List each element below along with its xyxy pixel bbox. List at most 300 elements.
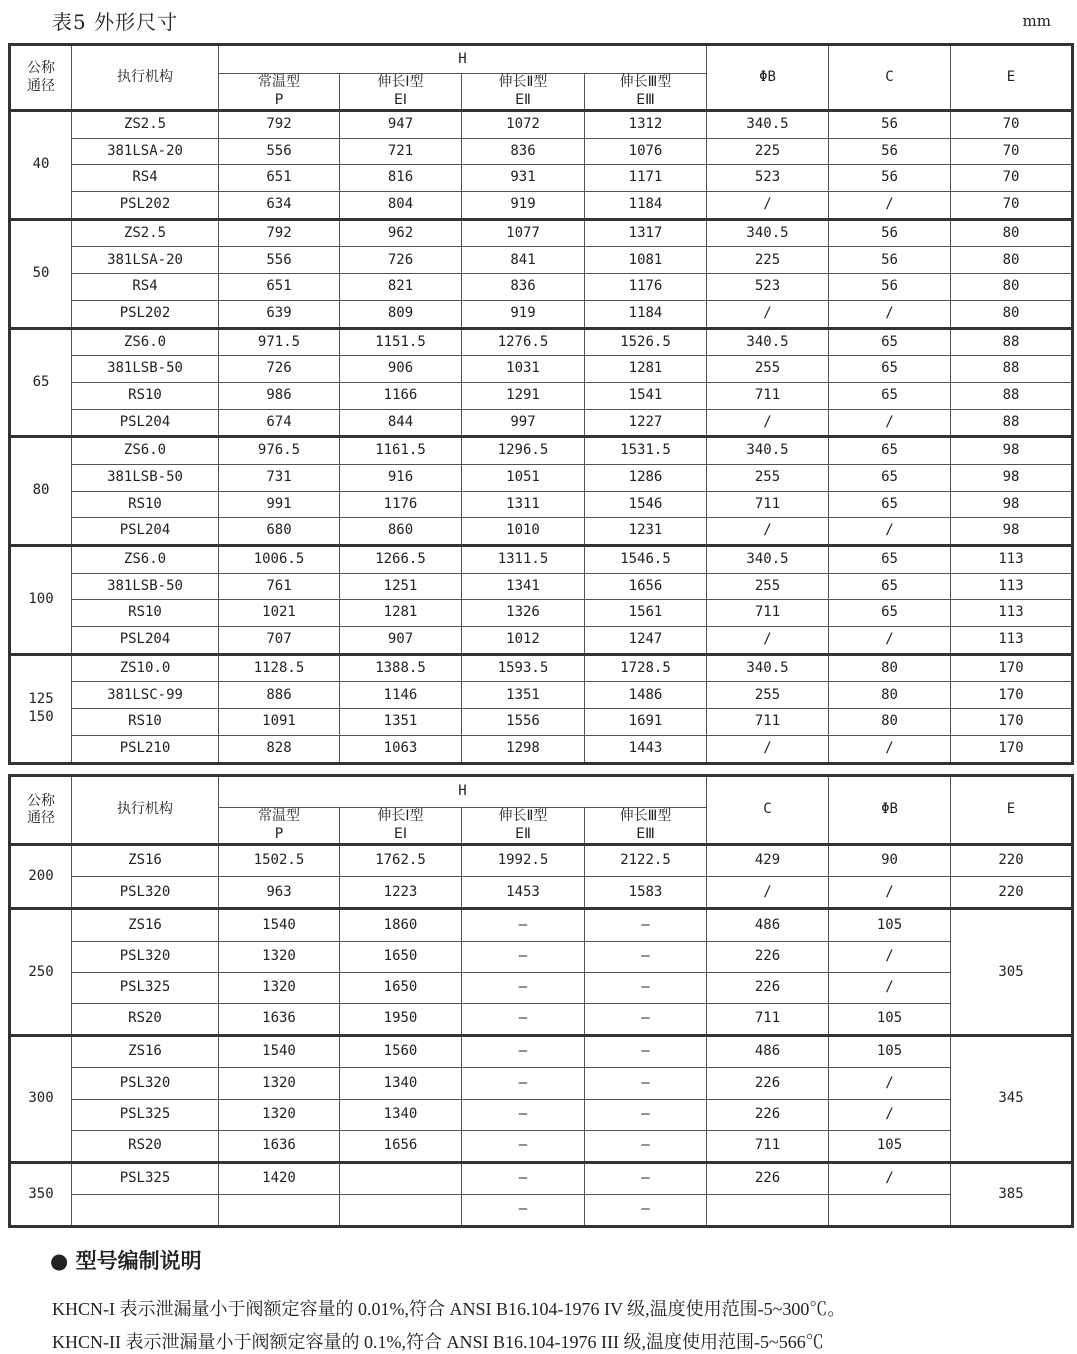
dimensions-table-2 bbox=[8, 774, 1074, 1228]
nominal-diameter-cell: 65 bbox=[10, 328, 72, 437]
table-cell: 98 bbox=[951, 464, 1073, 491]
table-cell: 1072 bbox=[462, 111, 585, 139]
table-cell: 255 bbox=[707, 464, 829, 491]
table-row bbox=[10, 1195, 1073, 1227]
table-cell: 429 bbox=[707, 845, 829, 877]
table-row bbox=[10, 654, 1073, 682]
table-cell: 1351 bbox=[340, 709, 462, 736]
table-cell: ZS16 bbox=[72, 845, 219, 877]
table-row bbox=[10, 735, 1073, 763]
table-cell: 226 bbox=[707, 1162, 829, 1194]
header-nominal-diameter: 公称通径 bbox=[10, 776, 72, 845]
table-cell: 381LSB-50 bbox=[72, 573, 219, 600]
table-cell: 1546 bbox=[585, 491, 707, 518]
table-cell: 1166 bbox=[340, 382, 462, 409]
table-cell: — bbox=[585, 1003, 707, 1035]
table-caption: 表5 外形尺寸 bbox=[52, 10, 179, 34]
table-cell: — bbox=[462, 1162, 585, 1194]
table-cell: 1006.5 bbox=[219, 546, 340, 574]
table-cell: 255 bbox=[707, 356, 829, 383]
table-row bbox=[10, 138, 1073, 165]
table-cell: 1012 bbox=[462, 627, 585, 655]
table-cell: 113 bbox=[951, 627, 1073, 655]
table-cell: 721 bbox=[340, 138, 462, 165]
nominal-diameter-cell: 350 bbox=[10, 1162, 72, 1226]
nominal-diameter-cell: 80 bbox=[10, 437, 72, 546]
header-h-ext2 bbox=[462, 74, 585, 111]
table-row bbox=[10, 1130, 1073, 1162]
table-cell: 1266.5 bbox=[340, 546, 462, 574]
table-cell: 1276.5 bbox=[462, 328, 585, 356]
table-cell: 1227 bbox=[585, 409, 707, 437]
table-cell: PSL204 bbox=[72, 518, 219, 546]
table-cell: — bbox=[462, 1195, 585, 1227]
table-cell: 65 bbox=[829, 546, 951, 574]
table-cell: 731 bbox=[219, 464, 340, 491]
table-cell: 711 bbox=[707, 709, 829, 736]
header-actuator: 执行机构 bbox=[72, 776, 219, 845]
table-cell: 70 bbox=[951, 111, 1073, 139]
table-cell: RS20 bbox=[72, 1130, 219, 1162]
table-cell bbox=[72, 1195, 219, 1227]
table-cell: — bbox=[462, 909, 585, 941]
header-h-ext1 bbox=[340, 808, 462, 845]
table-cell: / bbox=[829, 877, 951, 909]
table-cell: 836 bbox=[462, 138, 585, 165]
table-row bbox=[10, 845, 1073, 877]
table-cell: 56 bbox=[829, 111, 951, 139]
table-row bbox=[10, 219, 1073, 247]
table-cell: 860 bbox=[340, 518, 462, 546]
table-cell: 1650 bbox=[340, 941, 462, 972]
table-cell: / bbox=[707, 518, 829, 546]
table-row bbox=[10, 382, 1073, 409]
table-cell: 1656 bbox=[585, 573, 707, 600]
table-row bbox=[10, 709, 1073, 736]
header-h-ext1-label: 伸长Ⅰ型 bbox=[377, 808, 424, 824]
table-cell: ZS6.0 bbox=[72, 328, 219, 356]
table-cell: 1291 bbox=[462, 382, 585, 409]
header-h-ext2-label: 伸长Ⅱ型 bbox=[498, 74, 548, 90]
table-cell: 1546.5 bbox=[585, 546, 707, 574]
table-cell: RS20 bbox=[72, 1003, 219, 1035]
table-cell: 255 bbox=[707, 682, 829, 709]
table-row bbox=[10, 192, 1073, 220]
table-cell: 1077 bbox=[462, 219, 585, 247]
table-cell: RS4 bbox=[72, 165, 219, 192]
table-cell: 80 bbox=[829, 654, 951, 682]
table-cell: 1340 bbox=[340, 1099, 462, 1130]
table-cell: 1128.5 bbox=[219, 654, 340, 682]
table-cell: 98 bbox=[951, 437, 1073, 465]
table-cell: — bbox=[585, 1099, 707, 1130]
table-cell: 711 bbox=[707, 1003, 829, 1035]
table-cell: PSL320 bbox=[72, 941, 219, 972]
table-cell: 1317 bbox=[585, 219, 707, 247]
table-cell: 1420 bbox=[219, 1162, 340, 1194]
e-value-cell: 345 bbox=[951, 1036, 1073, 1163]
table-cell: 1298 bbox=[462, 735, 585, 763]
table-cell: 821 bbox=[340, 274, 462, 301]
table-cell: 80 bbox=[951, 274, 1073, 301]
table-cell: — bbox=[585, 941, 707, 972]
header-actuator: 执行机构 bbox=[72, 45, 219, 111]
table-cell: 1171 bbox=[585, 165, 707, 192]
table-row bbox=[10, 909, 1073, 941]
table-cell: PSL325 bbox=[72, 972, 219, 1003]
table-cell: 88 bbox=[951, 409, 1073, 437]
table-cell: / bbox=[707, 300, 829, 328]
table-cell: 523 bbox=[707, 165, 829, 192]
table-cell: 1010 bbox=[462, 518, 585, 546]
header-h-normal-label: 常温型 bbox=[258, 74, 300, 90]
table-cell: 1583 bbox=[585, 877, 707, 909]
table-row bbox=[10, 1003, 1073, 1035]
section-title: ● 型号编制说明 bbox=[50, 1249, 202, 1273]
header-h-ext2 bbox=[462, 808, 585, 845]
table-cell: 1486 bbox=[585, 682, 707, 709]
header-h-ext1-code: EⅠ bbox=[394, 91, 407, 108]
nominal-diameter-cell: 40 bbox=[10, 111, 72, 220]
table-cell: 711 bbox=[707, 382, 829, 409]
table-cell: 1281 bbox=[585, 356, 707, 383]
table-row bbox=[10, 627, 1073, 655]
header-h-normal-label: 常温型 bbox=[258, 808, 300, 824]
table-cell: 976.5 bbox=[219, 437, 340, 465]
table-cell: RS10 bbox=[72, 709, 219, 736]
table-cell: 1526.5 bbox=[585, 328, 707, 356]
header-h-ext1 bbox=[340, 74, 462, 111]
table-cell: 1443 bbox=[585, 735, 707, 763]
table-cell: 1341 bbox=[462, 573, 585, 600]
table-cell: 56 bbox=[829, 165, 951, 192]
table-cell: 1311.5 bbox=[462, 546, 585, 574]
table-row bbox=[10, 111, 1073, 139]
table-cell: 1540 bbox=[219, 909, 340, 941]
table-cell: 486 bbox=[707, 909, 829, 941]
table-cell: — bbox=[585, 972, 707, 1003]
table-cell: 340.5 bbox=[707, 328, 829, 356]
table-cell: 963 bbox=[219, 877, 340, 909]
header-h-ext3-label: 伸长Ⅲ型 bbox=[619, 74, 672, 90]
table-cell: 65 bbox=[829, 573, 951, 600]
table-cell: 1176 bbox=[585, 274, 707, 301]
table-cell: 56 bbox=[829, 138, 951, 165]
table-cell: ZS6.0 bbox=[72, 437, 219, 465]
table-cell: / bbox=[829, 941, 951, 972]
table-cell: 1351 bbox=[462, 682, 585, 709]
table-cell: — bbox=[585, 1036, 707, 1068]
header-h-ext3 bbox=[585, 808, 707, 845]
table-cell: 792 bbox=[219, 219, 340, 247]
table-cell: 1076 bbox=[585, 138, 707, 165]
table-cell: 919 bbox=[462, 192, 585, 220]
table-cell: 886 bbox=[219, 682, 340, 709]
table-cell: 220 bbox=[951, 845, 1073, 877]
table-cell: 88 bbox=[951, 356, 1073, 383]
table-cell: 80 bbox=[951, 300, 1073, 328]
table-row bbox=[10, 274, 1073, 301]
table-cell: — bbox=[462, 972, 585, 1003]
table-cell: 651 bbox=[219, 274, 340, 301]
header-h: H bbox=[219, 45, 707, 74]
table-cell: 1541 bbox=[585, 382, 707, 409]
table-cell: / bbox=[829, 627, 951, 655]
table-cell: 1296.5 bbox=[462, 437, 585, 465]
table-cell: 1247 bbox=[585, 627, 707, 655]
nominal-diameter-cell: 50 bbox=[10, 219, 72, 328]
table-cell: — bbox=[462, 1099, 585, 1130]
table-cell: 1320 bbox=[219, 941, 340, 972]
dimensions-table-1 bbox=[8, 43, 1074, 765]
table-cell: 809 bbox=[340, 300, 462, 328]
table-row bbox=[10, 1068, 1073, 1099]
table-cell: 70 bbox=[951, 138, 1073, 165]
header-h-ext2-label: 伸长Ⅱ型 bbox=[498, 808, 548, 824]
table-cell: 170 bbox=[951, 709, 1073, 736]
header-h-normal bbox=[219, 74, 340, 111]
table-cell: 226 bbox=[707, 941, 829, 972]
table-row bbox=[10, 409, 1073, 437]
header-nominal-diameter: 公称通径 bbox=[10, 45, 72, 111]
table-cell: 255 bbox=[707, 573, 829, 600]
table-cell: 105 bbox=[829, 1036, 951, 1068]
table-cell: 962 bbox=[340, 219, 462, 247]
table-cell: 1650 bbox=[340, 972, 462, 1003]
table-cell: 971.5 bbox=[219, 328, 340, 356]
table-cell: RS10 bbox=[72, 600, 219, 627]
table-cell: 381LSA-20 bbox=[72, 138, 219, 165]
table-cell: 986 bbox=[219, 382, 340, 409]
nominal-diameter-cell: 125 150 bbox=[10, 654, 72, 763]
table-row bbox=[10, 546, 1073, 574]
table-cell: ZS2.5 bbox=[72, 219, 219, 247]
table-row bbox=[10, 356, 1073, 383]
table-cell: 1021 bbox=[219, 600, 340, 627]
table-cell: 1860 bbox=[340, 909, 462, 941]
table-cell: / bbox=[707, 735, 829, 763]
table-cell: 906 bbox=[340, 356, 462, 383]
table-cell: 80 bbox=[829, 682, 951, 709]
table-row bbox=[10, 1162, 1073, 1194]
table-cell: / bbox=[829, 972, 951, 1003]
table-cell: 841 bbox=[462, 247, 585, 274]
table-cell: 1320 bbox=[219, 1068, 340, 1099]
nominal-diameter-cell: 300 bbox=[10, 1036, 72, 1163]
table-row bbox=[10, 1036, 1073, 1068]
table-cell: 556 bbox=[219, 138, 340, 165]
table-cell: 1281 bbox=[340, 600, 462, 627]
table-cell: 761 bbox=[219, 573, 340, 600]
table-cell: 340.5 bbox=[707, 546, 829, 574]
table-cell: 340.5 bbox=[707, 111, 829, 139]
table-cell: 844 bbox=[340, 409, 462, 437]
table-cell: 170 bbox=[951, 654, 1073, 682]
note-2: KHCN-II 表示泄漏量小于阀额定容量的 0.1%,符合 ANSI B16.104-1976 III 级,温度使用范围-5~566℃ bbox=[52, 1332, 824, 1352]
table-cell: ZS16 bbox=[72, 1036, 219, 1068]
table-cell: PSL325 bbox=[72, 1099, 219, 1130]
table-cell: PSL320 bbox=[72, 877, 219, 909]
table-cell: ZS10.0 bbox=[72, 654, 219, 682]
table-cell: / bbox=[829, 1162, 951, 1194]
table-cell: 1184 bbox=[585, 192, 707, 220]
table-cell: RS10 bbox=[72, 491, 219, 518]
table-cell: 113 bbox=[951, 573, 1073, 600]
header-col7: ΦB bbox=[829, 776, 951, 845]
table-cell: 726 bbox=[219, 356, 340, 383]
table-row bbox=[10, 328, 1073, 356]
table-row bbox=[10, 1099, 1073, 1130]
table-cell: 1151.5 bbox=[340, 328, 462, 356]
table-cell: 88 bbox=[951, 328, 1073, 356]
table-cell: 916 bbox=[340, 464, 462, 491]
table-cell: RS4 bbox=[72, 274, 219, 301]
table-cell: 1146 bbox=[340, 682, 462, 709]
header-h-normal-code: P bbox=[274, 825, 284, 842]
table-cell: / bbox=[707, 877, 829, 909]
table-cell: 1728.5 bbox=[585, 654, 707, 682]
table-cell: 919 bbox=[462, 300, 585, 328]
table-cell: 997 bbox=[462, 409, 585, 437]
table-cell: / bbox=[707, 409, 829, 437]
table-cell: 523 bbox=[707, 274, 829, 301]
table-cell: 105 bbox=[829, 909, 951, 941]
table-row bbox=[10, 573, 1073, 600]
e-value-cell: 305 bbox=[951, 909, 1073, 1036]
table-cell: 1176 bbox=[340, 491, 462, 518]
table-cell: 1326 bbox=[462, 600, 585, 627]
table-cell: — bbox=[585, 1130, 707, 1162]
header-h-normal bbox=[219, 808, 340, 845]
table-cell bbox=[340, 1195, 462, 1227]
table-cell: / bbox=[829, 409, 951, 437]
table-cell: 1031 bbox=[462, 356, 585, 383]
table-cell: 1453 bbox=[462, 877, 585, 909]
section-title-text: 型号编制说明 bbox=[75, 1249, 202, 1273]
table-cell: 816 bbox=[340, 165, 462, 192]
table-row bbox=[10, 247, 1073, 274]
nominal-diameter-cell: 250 bbox=[10, 909, 72, 1036]
table-row bbox=[10, 437, 1073, 465]
table-cell: PSL204 bbox=[72, 409, 219, 437]
table-cell: / bbox=[707, 627, 829, 655]
table-cell: RS10 bbox=[72, 382, 219, 409]
table-cell: 1063 bbox=[340, 735, 462, 763]
table-cell: 113 bbox=[951, 600, 1073, 627]
table-cell: 1992.5 bbox=[462, 845, 585, 877]
table-row bbox=[10, 972, 1073, 1003]
table-cell: 486 bbox=[707, 1036, 829, 1068]
table-cell: 651 bbox=[219, 165, 340, 192]
header-h-ext3-code: EⅢ bbox=[636, 91, 655, 108]
table-cell: 1531.5 bbox=[585, 437, 707, 465]
table-cell: 1762.5 bbox=[340, 845, 462, 877]
table-cell: 1950 bbox=[340, 1003, 462, 1035]
header-col7: C bbox=[829, 45, 951, 111]
table-cell: 1286 bbox=[585, 464, 707, 491]
table-cell: 1320 bbox=[219, 1099, 340, 1130]
table-cell: 634 bbox=[219, 192, 340, 220]
table-cell: 1388.5 bbox=[340, 654, 462, 682]
table-cell: 1636 bbox=[219, 1003, 340, 1035]
table-cell: 1340 bbox=[340, 1068, 462, 1099]
table-cell: PSL325 bbox=[72, 1162, 219, 1194]
table-row bbox=[10, 491, 1073, 518]
table-cell: 711 bbox=[707, 491, 829, 518]
table-cell bbox=[219, 1195, 340, 1227]
table-cell: 1656 bbox=[340, 1130, 462, 1162]
table-cell: 170 bbox=[951, 735, 1073, 763]
table-cell bbox=[340, 1162, 462, 1194]
table-cell bbox=[707, 1195, 829, 1227]
table-cell: 1051 bbox=[462, 464, 585, 491]
table-cell: — bbox=[585, 909, 707, 941]
table-cell: 1312 bbox=[585, 111, 707, 139]
table-cell: 105 bbox=[829, 1130, 951, 1162]
header-h-ext2-code: EⅡ bbox=[515, 91, 531, 108]
table-cell: 1502.5 bbox=[219, 845, 340, 877]
table-cell: — bbox=[585, 1162, 707, 1194]
table-cell: 65 bbox=[829, 464, 951, 491]
table-cell: 226 bbox=[707, 1068, 829, 1099]
table-cell: 70 bbox=[951, 192, 1073, 220]
table-cell: 556 bbox=[219, 247, 340, 274]
header-col8: E bbox=[951, 776, 1073, 845]
table-cell: 1251 bbox=[340, 573, 462, 600]
table-cell: / bbox=[829, 192, 951, 220]
table-cell: PSL202 bbox=[72, 300, 219, 328]
table-cell: ZS6.0 bbox=[72, 546, 219, 574]
table-cell: 340.5 bbox=[707, 437, 829, 465]
table-cell: / bbox=[829, 300, 951, 328]
table-cell: 226 bbox=[707, 972, 829, 1003]
table-cell: 56 bbox=[829, 274, 951, 301]
table-cell: / bbox=[829, 518, 951, 546]
table-row bbox=[10, 518, 1073, 546]
table-cell: 828 bbox=[219, 735, 340, 763]
table-cell: ZS2.5 bbox=[72, 111, 219, 139]
table-cell: 98 bbox=[951, 491, 1073, 518]
table-cell: 80 bbox=[951, 247, 1073, 274]
table-cell: PSL210 bbox=[72, 735, 219, 763]
table-cell: 1091 bbox=[219, 709, 340, 736]
table-cell: / bbox=[829, 1068, 951, 1099]
table-cell: PSL204 bbox=[72, 627, 219, 655]
table-cell: 1223 bbox=[340, 877, 462, 909]
table-cell: 726 bbox=[340, 247, 462, 274]
table-cell: 947 bbox=[340, 111, 462, 139]
table-cell: 1593.5 bbox=[462, 654, 585, 682]
table-cell: 991 bbox=[219, 491, 340, 518]
table-cell: 931 bbox=[462, 165, 585, 192]
table-cell: 225 bbox=[707, 138, 829, 165]
table-cell: 680 bbox=[219, 518, 340, 546]
header-h-ext3 bbox=[585, 74, 707, 111]
table-cell: 65 bbox=[829, 382, 951, 409]
table-row bbox=[10, 300, 1073, 328]
table-cell: 65 bbox=[829, 437, 951, 465]
header-h-ext1-label: 伸长Ⅰ型 bbox=[377, 74, 424, 90]
table-cell: / bbox=[829, 1099, 951, 1130]
table-row bbox=[10, 600, 1073, 627]
table-cell: 639 bbox=[219, 300, 340, 328]
table-cell: 804 bbox=[340, 192, 462, 220]
header-h-ext3-code: EⅢ bbox=[636, 825, 655, 842]
table-cell: 88 bbox=[951, 382, 1073, 409]
table-cell: — bbox=[462, 1003, 585, 1035]
table-cell: 907 bbox=[340, 627, 462, 655]
header-h-ext2-code: EⅡ bbox=[515, 825, 531, 842]
